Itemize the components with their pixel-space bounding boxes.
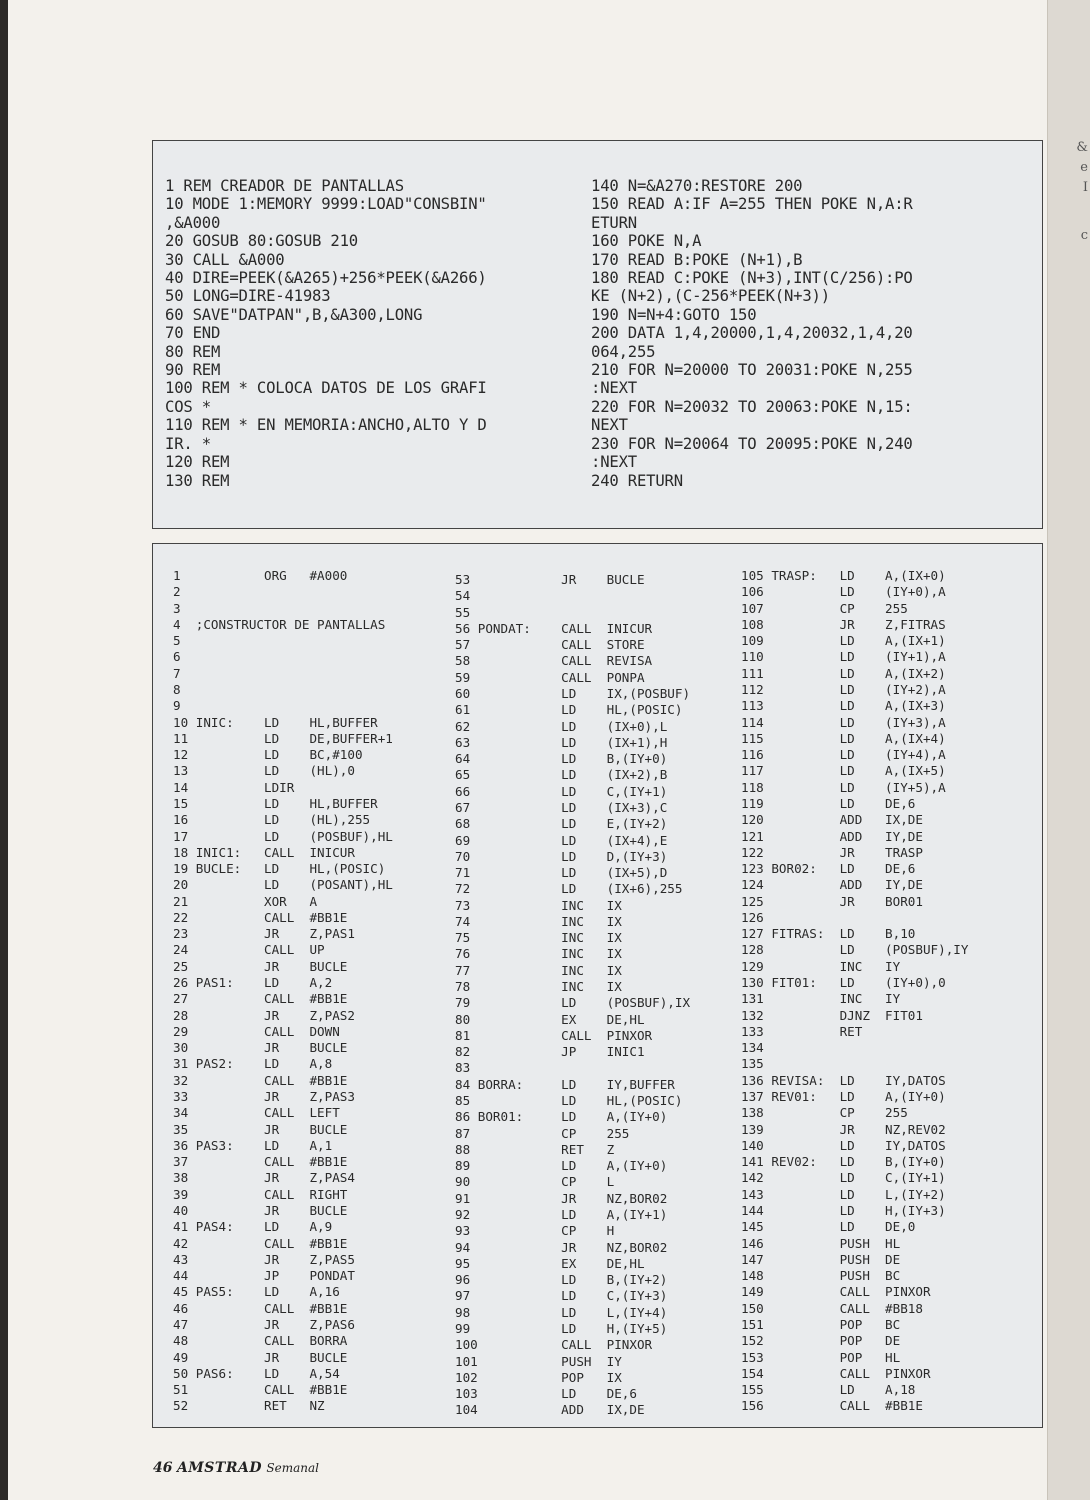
asm-code-line: 96 LD B,(IY+2) (455, 1272, 668, 1288)
assembler-column-2 (455, 572, 690, 1419)
asm-code-line: 119 LD DE,6 (741, 795, 916, 811)
asm-code-line: 36 PAS3: LD A,1 (173, 1137, 333, 1153)
asm-code-line: 141 REV02: LD B,(IY+0) (741, 1154, 946, 1170)
basic-listing-box (152, 140, 1043, 529)
asm-code-line: 91 JR NZ,BOR02 (455, 1190, 668, 1206)
asm-code-line: 37 CALL #BB1E (173, 1154, 348, 1170)
basic-code-line: 220 FOR N=20032 TO 20063:POKE N,15: (591, 397, 913, 416)
basic-code-line: 60 SAVE"DATPAN",B,&A300,LONG (165, 305, 423, 324)
facing-page-edge (1047, 0, 1090, 1500)
asm-code-line: 149 CALL PINXOR (741, 1284, 931, 1300)
basic-code-line: KE (N+2),(C-256*PEEK(N+3)) (591, 287, 830, 306)
asm-code-line: 133 RET (741, 1023, 863, 1039)
asm-code-line: 120 ADD IX,DE (741, 812, 923, 828)
asm-code-line: 86 BOR01: LD A,(IY+0) (455, 1109, 668, 1125)
asm-code-line: 151 POP BC (741, 1316, 901, 1332)
asm-code-line: 95 EX DE,HL (455, 1255, 645, 1271)
asm-code-line: 74 INC IX (455, 913, 622, 929)
asm-code-line: 51 CALL #BB1E (173, 1382, 348, 1398)
asm-code-line: 132 DJNZ FIT01 (741, 1007, 923, 1023)
asm-code-line: 108 JR Z,FITRAS (741, 616, 946, 632)
asm-code-line: 8 (173, 681, 181, 697)
asm-code-line: 7 (173, 665, 181, 681)
margin-letter: c (1080, 228, 1088, 243)
basic-code-line: 180 READ C:POKE (N+3),INT(C/256):PO (591, 269, 913, 288)
basic-code-line: 10 MODE 1:MEMORY 9999:LOAD"CONSBIN" (165, 195, 487, 214)
asm-code-line: 107 CP 255 (741, 600, 908, 616)
asm-code-line: 3 (173, 600, 181, 616)
basic-code-line: 240 RETURN (591, 471, 683, 490)
asm-code-line: 43 JR Z,PAS5 (173, 1251, 355, 1267)
asm-code-line: 156 CALL #BB1E (741, 1398, 923, 1414)
asm-code-line: 126 (741, 909, 764, 925)
asm-code-line: 116 LD (IY+4),A (741, 747, 946, 763)
magazine-title: AMSTRAD (176, 1460, 262, 1476)
asm-code-line: 72 LD (IX+6),255 (455, 881, 683, 897)
asm-code-line: 99 LD H,(IY+5) (455, 1320, 668, 1336)
asm-code-line: 55 (455, 604, 471, 620)
asm-code-line: 9 (173, 698, 181, 714)
asm-code-line: 87 CP 255 (455, 1125, 630, 1141)
asm-code-line: 28 JR Z,PAS2 (173, 1007, 355, 1023)
asm-code-line: 21 XOR A (173, 893, 318, 909)
basic-code-line: 150 READ A:IF A=255 THEN POKE N,A:R (591, 195, 913, 214)
asm-code-line: 94 JR NZ,BOR02 (455, 1239, 668, 1255)
basic-code-line: 210 FOR N=20000 TO 20031:POKE N,255 (591, 361, 913, 380)
asm-code-line: 15 LD HL,BUFFER (173, 795, 378, 811)
basic-code-line: 140 N=&A270:RESTORE 200 (591, 177, 803, 195)
asm-code-line: 39 CALL RIGHT (173, 1186, 348, 1202)
asm-code-line: 140 LD IY,DATOS (741, 1137, 946, 1153)
basic-code-line: 130 REM (165, 471, 230, 490)
asm-code-line: 4 ;CONSTRUCTOR DE PANTALLAS (173, 616, 386, 632)
asm-code-line: 134 (741, 1040, 764, 1056)
asm-code-line: 80 EX DE,HL (455, 1011, 645, 1027)
asm-code-line: 103 LD DE,6 (455, 1386, 637, 1402)
asm-code-line: 13 LD (HL),0 (173, 763, 355, 779)
asm-code-line: 136 REVISA: LD IY,DATOS (741, 1072, 946, 1088)
basic-listing-left-column (165, 177, 487, 490)
asm-code-line: 50 PAS6: LD A,54 (173, 1365, 340, 1381)
asm-code-line: 11 LD DE,BUFFER+1 (173, 730, 393, 746)
assembler-column-3 (741, 568, 968, 1415)
asm-code-line: 38 JR Z,PAS4 (173, 1170, 355, 1186)
asm-code-line: 45 PAS5: LD A,16 (173, 1284, 340, 1300)
asm-code-line: 153 POP HL (741, 1349, 901, 1365)
asm-code-line: 52 RET NZ (173, 1398, 325, 1414)
basic-code-line: ETURN (591, 213, 637, 232)
asm-code-line: 49 JR BUCLE (173, 1349, 348, 1365)
asm-code-line: 88 RET Z (455, 1141, 615, 1157)
basic-code-line: 1 REM CREADOR DE PANTALLAS (165, 177, 404, 195)
basic-code-line: NEXT (591, 416, 628, 435)
asm-code-line: 130 FIT01: LD (IY+0),0 (741, 975, 946, 991)
asm-code-line: 102 POP IX (455, 1369, 622, 1385)
basic-code-line: 064,255 (591, 342, 656, 361)
asm-code-line: 117 LD A,(IX+5) (741, 763, 946, 779)
asm-code-line: 10 INIC: LD HL,BUFFER (173, 714, 378, 730)
asm-code-line: 84 BORRA: LD IY,BUFFER (455, 1076, 675, 1092)
asm-code-line: 69 LD (IX+4),E (455, 832, 668, 848)
asm-code-line: 125 JR BOR01 (741, 893, 923, 909)
asm-code-line: 142 LD C,(IY+1) (741, 1170, 946, 1186)
asm-code-line: 61 LD HL,(POSIC) (455, 702, 683, 718)
basic-code-line: IR. * (165, 434, 211, 453)
asm-code-line: 115 LD A,(IX+4) (741, 730, 946, 746)
page-number: 46 (153, 1460, 173, 1476)
asm-code-line: 113 LD A,(IX+3) (741, 698, 946, 714)
asm-code-line: 47 JR Z,PAS6 (173, 1316, 355, 1332)
basic-code-line: ,&A000 (165, 213, 221, 232)
asm-code-line: 148 PUSH BC (741, 1268, 901, 1284)
asm-code-line: 131 INC IY (741, 991, 901, 1007)
asm-code-line: 1 ORG #A000 (173, 568, 348, 583)
asm-code-line: 123 BOR02: LD DE,6 (741, 861, 916, 877)
basic-code-line: 30 CALL &A000 (165, 250, 285, 269)
asm-code-line: 105 TRASP: LD A,(IX+0) (741, 568, 946, 583)
asm-code-line: 19 BUCLE: LD HL,(POSIC) (173, 861, 386, 877)
basic-code-line: :NEXT (591, 379, 637, 398)
asm-code-line: 135 (741, 1056, 764, 1072)
asm-code-line: 81 CALL PINXOR (455, 1027, 653, 1043)
asm-code-line: 53 JR BUCLE (455, 572, 645, 587)
asm-code-line: 18 INIC1: CALL INICUR (173, 844, 355, 860)
asm-code-line: 128 LD (POSBUF),IY (741, 942, 969, 958)
asm-code-line: 112 LD (IY+2),A (741, 681, 946, 697)
margin-letter: & (1076, 140, 1088, 155)
basic-listing-right-column (591, 177, 913, 490)
asm-code-line: 82 JP INIC1 (455, 1044, 645, 1060)
basic-code-line: 20 GOSUB 80:GOSUB 210 (165, 232, 358, 251)
asm-code-line: 114 LD (IY+3),A (741, 714, 946, 730)
asm-code-line: 70 LD D,(IY+3) (455, 848, 668, 864)
basic-code-line: 200 DATA 1,4,20000,1,4,20032,1,4,20 (591, 324, 913, 343)
asm-code-line: 27 CALL #BB1E (173, 991, 348, 1007)
margin-letter: I (1082, 180, 1088, 195)
margin-letter: e (1080, 160, 1088, 175)
asm-code-line: 79 LD (POSBUF),IX (455, 995, 691, 1011)
asm-code-line: 5 (173, 633, 181, 649)
asm-code-line: 101 PUSH IY (455, 1353, 622, 1369)
basic-code-line: COS * (165, 397, 211, 416)
asm-code-line: 32 CALL #BB1E (173, 1072, 348, 1088)
asm-code-line: 98 LD L,(IY+4) (455, 1304, 668, 1320)
asm-code-line: 6 (173, 649, 181, 665)
asm-code-line: 71 LD (IX+5),D (455, 865, 668, 881)
asm-code-line: 62 LD (IX+0),L (455, 718, 668, 734)
asm-code-line: 97 LD C,(IY+3) (455, 1288, 668, 1304)
asm-code-line: 109 LD A,(IX+1) (741, 633, 946, 649)
asm-code-line: 111 LD A,(IX+2) (741, 665, 946, 681)
asm-code-line: 75 INC IX (455, 930, 622, 946)
asm-code-line: 16 LD (HL),255 (173, 812, 371, 828)
asm-code-line: 26 PAS1: LD A,2 (173, 975, 333, 991)
asm-code-line: 54 (455, 588, 471, 604)
assembler-column-1 (173, 568, 393, 1415)
asm-code-line: 145 LD DE,0 (741, 1219, 916, 1235)
asm-code-line: 64 LD B,(IY+0) (455, 751, 668, 767)
asm-code-line: 25 JR BUCLE (173, 958, 348, 974)
book-spine (0, 0, 8, 1500)
asm-code-line: 138 CP 255 (741, 1105, 908, 1121)
magazine-subtitle: Semanal (266, 1461, 319, 1475)
asm-code-line: 78 INC IX (455, 979, 622, 995)
basic-code-line: 50 LONG=DIRE-41983 (165, 287, 331, 306)
basic-code-line: 100 REM * COLOCA DATOS DE LOS GRAFI (165, 379, 487, 398)
asm-code-line: 40 JR BUCLE (173, 1202, 348, 1218)
asm-code-line: 59 CALL PONPA (455, 669, 645, 685)
asm-code-line: 30 JR BUCLE (173, 1040, 348, 1056)
asm-code-line: 118 LD (IY+5),A (741, 779, 946, 795)
basic-code-line: 120 REM (165, 453, 230, 472)
basic-code-line: 190 N=N+4:GOTO 150 (591, 305, 757, 324)
asm-code-line: 124 ADD IY,DE (741, 877, 923, 893)
asm-code-line: 146 PUSH HL (741, 1235, 901, 1251)
asm-code-line: 34 CALL LEFT (173, 1105, 340, 1121)
asm-code-line: 122 JR TRASP (741, 844, 923, 860)
basic-code-line: 70 END (165, 324, 221, 343)
asm-code-line: 60 LD IX,(POSBUF) (455, 685, 691, 701)
asm-code-line: 23 JR Z,PAS1 (173, 926, 355, 942)
asm-code-line: 29 CALL DOWN (173, 1023, 340, 1039)
basic-code-line: 40 DIRE=PEEK(&A265)+256*PEEK(&A266) (165, 269, 487, 288)
asm-code-line: 66 LD C,(IY+1) (455, 783, 668, 799)
asm-code-line: 90 CP L (455, 1174, 615, 1190)
asm-code-line: 127 FITRAS: LD B,10 (741, 926, 916, 942)
basic-code-line: 230 FOR N=20064 TO 20095:POKE N,240 (591, 434, 913, 453)
asm-code-line: 58 CALL REVISA (455, 653, 653, 669)
asm-code-line: 106 LD (IY+0),A (741, 584, 946, 600)
asm-code-line: 22 CALL #BB1E (173, 909, 348, 925)
asm-code-line: 85 LD HL,(POSIC) (455, 1093, 683, 1108)
asm-code-line: 35 JR BUCLE (173, 1121, 348, 1137)
asm-code-line: 155 LD A,18 (741, 1382, 916, 1398)
asm-code-line: 2 (173, 584, 181, 600)
asm-code-line: 44 JP PONDAT (173, 1268, 355, 1284)
asm-code-line: 73 INC IX (455, 897, 622, 913)
asm-code-line: 57 CALL STORE (455, 637, 645, 653)
asm-code-line: 17 LD (POSBUF),HL (173, 828, 393, 844)
asm-code-line: 76 INC IX (455, 946, 622, 962)
asm-code-line: 12 LD BC,#100 (173, 747, 363, 763)
asm-code-line: 14 LDIR (173, 779, 295, 795)
asm-code-line: 68 LD E,(IY+2) (455, 816, 668, 832)
basic-code-line: 170 READ B:POKE (N+1),B (591, 250, 803, 269)
asm-code-line: 104 ADD IX,DE (455, 1402, 645, 1418)
asm-code-line: 83 (455, 1060, 471, 1076)
asm-code-line: 93 CP H (455, 1223, 615, 1239)
asm-code-line: 56 PONDAT: CALL INICUR (455, 620, 653, 636)
asm-code-line: 129 INC IY (741, 958, 901, 974)
basic-code-line: :NEXT (591, 453, 637, 472)
asm-code-line: 147 PUSH DE (741, 1251, 901, 1267)
asm-code-line: 65 LD (IX+2),B (455, 767, 668, 783)
asm-code-line: 139 JR NZ,REV02 (741, 1121, 946, 1137)
asm-code-line: 110 LD (IY+1),A (741, 649, 946, 665)
asm-code-line: 20 LD (POSANT),HL (173, 877, 393, 893)
asm-code-line: 41 PAS4: LD A,9 (173, 1219, 333, 1235)
assembler-listing-box (152, 543, 1043, 1428)
asm-code-line: 143 LD L,(IY+2) (741, 1186, 946, 1202)
asm-code-line: 31 PAS2: LD A,8 (173, 1056, 333, 1072)
asm-code-line: 152 POP DE (741, 1333, 901, 1349)
asm-code-line: 137 REV01: LD A,(IY+0) (741, 1089, 946, 1104)
asm-code-line: 100 CALL PINXOR (455, 1337, 653, 1353)
basic-code-line: 110 REM * EN MEMORIA:ANCHO,ALTO Y D (165, 416, 487, 435)
asm-code-line: 89 LD A,(IY+0) (455, 1158, 668, 1174)
page-footer (153, 1460, 319, 1476)
asm-code-line: 48 CALL BORRA (173, 1333, 348, 1349)
asm-code-line: 144 LD H,(IY+3) (741, 1202, 946, 1218)
asm-code-line: 67 LD (IX+3),C (455, 799, 668, 815)
asm-code-line: 92 LD A,(IY+1) (455, 1206, 668, 1222)
asm-code-line: 24 CALL UP (173, 942, 325, 958)
basic-code-line: 80 REM (165, 342, 221, 361)
asm-code-line: 150 CALL #BB18 (741, 1300, 923, 1316)
asm-code-line: 42 CALL #BB1E (173, 1235, 348, 1251)
asm-code-line: 121 ADD IY,DE (741, 828, 923, 844)
asm-code-line: 154 CALL PINXOR (741, 1365, 931, 1381)
asm-code-line: 46 CALL #BB1E (173, 1300, 348, 1316)
asm-code-line: 77 INC IX (455, 962, 622, 978)
asm-code-line: 63 LD (IX+1),H (455, 734, 668, 750)
basic-code-line: 90 REM (165, 361, 221, 380)
basic-code-line: 160 POKE N,A (591, 232, 702, 251)
asm-code-line: 33 JR Z,PAS3 (173, 1089, 355, 1104)
